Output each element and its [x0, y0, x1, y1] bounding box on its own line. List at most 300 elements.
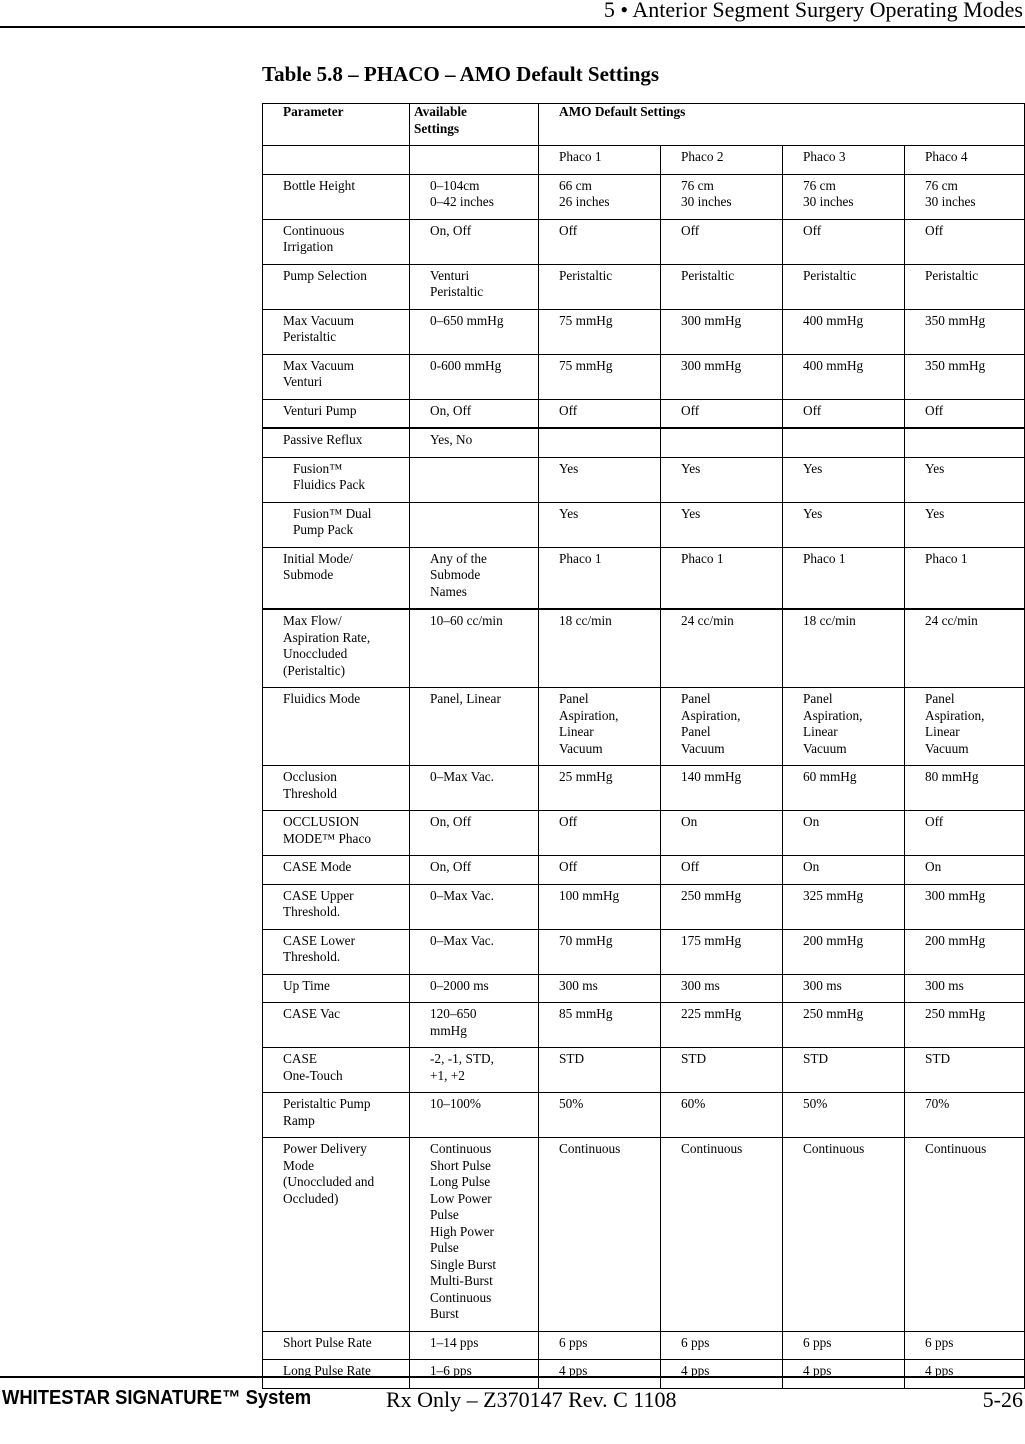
cell-text: Phaco 1	[559, 550, 602, 566]
phaco4-cell	[905, 309, 1025, 354]
parameter-cell	[263, 1003, 410, 1048]
cell-text: 300 ms	[803, 977, 842, 993]
cell-text: 30 inches	[681, 194, 732, 209]
cell-text: 0–104cm	[430, 177, 480, 193]
cell-text: 85 mmHg	[559, 1006, 613, 1021]
cell-text: 200 mmHg	[803, 932, 864, 948]
cell-text: Continuous	[681, 1141, 743, 1156]
parameter-cell	[263, 457, 410, 502]
phaco4-cell	[905, 354, 1025, 399]
cell-text: 6 pps	[803, 1334, 832, 1350]
cell-text: 0–2000 ms	[430, 977, 489, 993]
cell-text: 300 mmHg	[925, 887, 986, 903]
phaco4-cell	[905, 1331, 1025, 1360]
phaco2-cell	[661, 929, 783, 974]
cell-text: 300 mmHg	[681, 312, 742, 328]
table-row	[263, 1331, 1025, 1360]
cell-text: 6 pps	[925, 1334, 954, 1350]
cell-text: 76 cm	[681, 177, 714, 193]
cell-text: On	[803, 859, 820, 874]
cell-text: STD	[681, 1051, 707, 1066]
cell-text: 30 inches	[925, 194, 976, 209]
phaco4-cell	[905, 811, 1025, 856]
cell-text: 60 mmHg	[803, 769, 857, 784]
available-cell	[410, 856, 539, 885]
cell-text: Vacuum	[559, 740, 603, 756]
phaco3-cell	[783, 1048, 905, 1093]
phaco3-cell	[783, 766, 905, 811]
cell-text: 4 pps	[925, 1363, 954, 1378]
cell-text: Off	[925, 814, 944, 829]
table-row	[263, 609, 1025, 688]
cell-text: 140 mmHg	[681, 769, 742, 784]
table-row	[263, 766, 1025, 811]
phaco4-cell	[905, 428, 1025, 457]
cell-text: Max Flow/	[283, 613, 342, 628]
page-footer	[0, 1376, 1025, 1444]
parameter-cell	[263, 264, 410, 309]
parameter-cell	[263, 309, 410, 354]
phaco2-cell	[661, 1093, 783, 1138]
phaco2-cell	[661, 428, 783, 457]
cell-text: Aspiration Rate,	[283, 629, 371, 645]
cell-text: On	[925, 859, 942, 874]
phaco3-cell	[783, 547, 905, 609]
cell-text: Passive Reflux	[283, 432, 363, 447]
available-cell	[410, 929, 539, 974]
parameter-cell	[263, 547, 410, 609]
page-number: 5-26	[982, 1387, 1023, 1412]
available-cell	[410, 811, 539, 856]
cell-text: Yes	[803, 460, 823, 476]
available-cell	[410, 502, 539, 547]
phaco3-cell	[783, 974, 905, 1003]
cell-text: Yes	[803, 505, 823, 521]
cell-text: 60%	[681, 1096, 706, 1111]
available-cell	[410, 766, 539, 811]
cell-text: Yes	[681, 460, 701, 476]
parameter-cell	[263, 766, 410, 811]
phaco3-cell	[783, 399, 905, 428]
phaco2-cell	[661, 688, 783, 766]
cell-text: 30 inches	[803, 194, 854, 209]
cell-text: 0–42 inches	[430, 194, 494, 209]
phaco2-cell	[661, 264, 783, 309]
table-row	[263, 1048, 1025, 1093]
phaco2-cell	[661, 174, 783, 219]
phaco4-cell	[905, 974, 1025, 1003]
available-cell	[410, 1003, 539, 1048]
available-cell	[410, 399, 539, 428]
cell-text: Peristaltic	[803, 267, 857, 283]
cell-text: 300 mmHg	[681, 357, 742, 373]
cell-text: Fusion™ Dual	[293, 505, 372, 521]
available-cell	[410, 174, 539, 219]
phaco3-cell	[783, 1138, 905, 1332]
cell-text: 0–Max Vac.	[430, 887, 495, 903]
phaco1-cell	[539, 1138, 661, 1332]
page-header	[0, 0, 1025, 28]
available-cell	[410, 547, 539, 609]
cell-text: Threshold.	[283, 949, 341, 964]
table-row	[263, 884, 1025, 929]
cell-text: 100 mmHg	[559, 887, 620, 903]
available-cell	[410, 974, 539, 1003]
cell-text: Aspiration,	[559, 707, 619, 723]
cell-text: CASE	[283, 1051, 317, 1066]
cell-text: 4 pps	[681, 1363, 710, 1378]
phaco3-cell	[783, 457, 905, 502]
cell-text: Fusion™	[293, 460, 343, 476]
table-row	[263, 929, 1025, 974]
parameter-cell	[263, 1138, 410, 1332]
cell-text: 225 mmHg	[681, 1006, 742, 1021]
cell-text: 24 cc/min	[925, 613, 978, 628]
phaco4-cell	[905, 264, 1025, 309]
cell-text: Yes	[925, 505, 945, 521]
phaco2-cell	[661, 309, 783, 354]
column-header-phaco3: Phaco 3	[783, 146, 905, 175]
cell-text: Yes	[559, 460, 579, 476]
cell-text: 10–60 cc/min	[430, 613, 503, 628]
cell-text: 200 mmHg	[925, 932, 986, 948]
parameter-cell	[263, 219, 410, 264]
cell-text: Off	[559, 222, 578, 238]
phaco3-cell	[783, 502, 905, 547]
document-number: Rx Only – Z370147 Rev. C 1108	[386, 1387, 677, 1412]
cell-text: Threshold.	[283, 904, 341, 919]
available-cell	[410, 1138, 539, 1332]
phaco3-cell	[783, 1003, 905, 1048]
phaco-header-row	[263, 146, 1025, 175]
cell-text: Off	[681, 222, 700, 238]
phaco2-cell	[661, 974, 783, 1003]
product-name: WHITESTAR SIGNATURE™ System	[2, 1387, 312, 1409]
table-title: Table 5.8 – PHACO – AMO Default Settings	[262, 62, 660, 86]
available-cell	[410, 1048, 539, 1093]
available-cell	[410, 264, 539, 309]
phaco1-cell	[539, 174, 661, 219]
phaco2-cell	[661, 457, 783, 502]
cell-text: 18 cc/min	[803, 613, 856, 628]
cell-text: Names	[430, 583, 467, 599]
phaco1-cell	[539, 219, 661, 264]
available-cell	[410, 688, 539, 766]
cell-text: 75 mmHg	[559, 357, 613, 373]
cell-text: Continuous	[559, 1141, 621, 1156]
phaco1-cell	[539, 354, 661, 399]
phaco4-cell	[905, 609, 1025, 688]
table-row	[263, 174, 1025, 219]
available-cell	[410, 309, 539, 354]
cell-text: Linear	[803, 724, 838, 739]
column-header-phaco2: Phaco 2	[661, 146, 783, 175]
phaco1-cell	[539, 929, 661, 974]
cell-text: Peristaltic	[681, 267, 735, 283]
phaco1-cell	[539, 428, 661, 457]
cell-text: Panel	[681, 724, 711, 739]
cell-text: Power Delivery	[283, 1141, 367, 1156]
phaco2-cell	[661, 884, 783, 929]
cell-text: Short Pulse Rate	[283, 1334, 372, 1350]
cell-text: One-Touch	[283, 1067, 343, 1083]
phaco4-cell	[905, 1048, 1025, 1093]
phaco1-cell	[539, 502, 661, 547]
cell-text: Continuous	[430, 1289, 492, 1305]
parameter-cell	[263, 428, 410, 457]
cell-text: MODE™ Phaco	[283, 830, 372, 846]
phaco4-cell	[905, 174, 1025, 219]
cell-text: 300 ms	[681, 977, 720, 993]
parameter-cell	[263, 884, 410, 929]
cell-text: Pulse	[430, 1207, 459, 1222]
phaco2-cell	[661, 1331, 783, 1360]
cell-text: 80 mmHg	[925, 769, 979, 784]
cell-text: Peristaltic	[430, 284, 484, 299]
cell-text: Low Power	[430, 1190, 492, 1206]
cell-text: High Power	[430, 1223, 494, 1239]
table-row	[263, 1093, 1025, 1138]
available-cell	[410, 884, 539, 929]
parameter-cell	[263, 811, 410, 856]
empty-cell	[263, 146, 410, 175]
cell-text: Burst	[430, 1306, 459, 1321]
cell-text: Continuous	[430, 1141, 492, 1156]
phaco2-cell	[661, 354, 783, 399]
cell-text: CASE Upper	[283, 887, 354, 903]
cell-text: Vacuum	[925, 740, 969, 756]
cell-text: 4 pps	[559, 1363, 588, 1378]
cell-text: Pulse	[430, 1240, 459, 1255]
cell-text: Off	[803, 222, 822, 238]
cell-text: 400 mmHg	[803, 357, 864, 373]
cell-text: 70%	[925, 1096, 950, 1111]
cell-text: Phaco 1	[925, 550, 968, 566]
cell-text: CASE Vac	[283, 1006, 341, 1021]
column-header-phaco4: Phaco 4	[905, 146, 1025, 175]
cell-text: -2, -1, STD,	[430, 1051, 494, 1066]
cell-text: On, Off	[430, 222, 472, 238]
table-row	[263, 974, 1025, 1003]
cell-text: Occlusion	[283, 769, 337, 784]
cell-text: Threshold	[283, 785, 337, 801]
cell-text: STD	[559, 1051, 585, 1066]
phaco3-cell	[783, 354, 905, 399]
cell-text: On, Off	[430, 859, 472, 874]
cell-text: Panel	[925, 691, 955, 706]
cell-text: On	[681, 814, 698, 829]
table-row	[263, 856, 1025, 885]
phaco2-cell	[661, 609, 783, 688]
cell-text: 0–650 mmHg	[430, 312, 504, 328]
phaco2-cell	[661, 399, 783, 428]
available-cell	[410, 1093, 539, 1138]
cell-text: Ramp	[283, 1112, 315, 1128]
cell-text: Off	[559, 402, 578, 418]
cell-text: CASE Lower	[283, 932, 356, 948]
cell-text: OCCLUSION	[283, 814, 360, 829]
cell-text: Continuous	[925, 1141, 987, 1156]
phaco4-cell	[905, 929, 1025, 974]
cell-text: Yes	[681, 505, 701, 521]
available-cell	[410, 609, 539, 688]
cell-text: Peristaltic	[559, 267, 613, 283]
cell-text: 0–Max Vac.	[430, 932, 495, 948]
phaco1-cell	[539, 688, 661, 766]
parameter-cell	[263, 502, 410, 547]
cell-text: 6 pps	[681, 1334, 710, 1350]
phaco3-cell	[783, 264, 905, 309]
phaco3-cell	[783, 884, 905, 929]
cell-text: Fluidics Pack	[293, 477, 366, 492]
cell-text: Venturi	[283, 374, 323, 389]
cell-text: Vacuum	[681, 740, 725, 756]
phaco2-cell	[661, 1003, 783, 1048]
cell-text: Occluded)	[283, 1190, 339, 1206]
available-cell	[410, 1331, 539, 1360]
phaco4-cell	[905, 1093, 1025, 1138]
cell-text: Continuous	[283, 222, 345, 238]
phaco3-cell	[783, 428, 905, 457]
cell-text: 24 cc/min	[681, 613, 734, 628]
cell-text: Fluidics Mode	[283, 691, 361, 706]
cell-text: 50%	[559, 1096, 584, 1111]
cell-text: Aspiration,	[803, 707, 863, 723]
phaco4-cell	[905, 457, 1025, 502]
table-row	[263, 219, 1025, 264]
cell-text: Venturi Pump	[283, 402, 357, 418]
cell-text: Max Vacuum	[283, 357, 355, 373]
cell-text: Unoccluded	[283, 646, 348, 661]
cell-text: 250 mmHg	[803, 1006, 864, 1021]
phaco4-cell	[905, 884, 1025, 929]
settings-table	[262, 103, 1025, 1389]
cell-text: 350 mmHg	[925, 312, 986, 328]
phaco4-cell	[905, 399, 1025, 428]
phaco1-cell	[539, 856, 661, 885]
cell-text: 350 mmHg	[925, 357, 986, 373]
table-header-row	[263, 104, 1025, 146]
cell-text: 1–6 pps	[430, 1363, 472, 1378]
cell-text: Pump Pack	[293, 522, 354, 537]
phaco1-cell	[539, 766, 661, 811]
parameter-cell	[263, 1093, 410, 1138]
cell-text: 10–100%	[430, 1096, 481, 1111]
cell-text: 300 ms	[925, 977, 964, 993]
phaco3-cell	[783, 1331, 905, 1360]
available-cell	[410, 219, 539, 264]
cell-text: Max Vacuum	[283, 312, 355, 328]
cell-text: Yes	[559, 505, 579, 521]
phaco2-cell	[661, 856, 783, 885]
parameter-cell	[263, 609, 410, 688]
cell-text: Panel, Linear	[430, 691, 501, 706]
cell-text: 175 mmHg	[681, 932, 742, 948]
cell-text: Phaco 1	[803, 550, 846, 566]
phaco3-cell	[783, 174, 905, 219]
cell-text: STD	[925, 1051, 951, 1066]
phaco2-cell	[661, 811, 783, 856]
table-row	[263, 457, 1025, 502]
cell-text: 250 mmHg	[925, 1006, 986, 1021]
cell-text: Short Pulse	[430, 1157, 491, 1173]
phaco4-cell	[905, 1003, 1025, 1048]
cell-text: Aspiration,	[925, 707, 985, 723]
cell-text: Up Time	[283, 977, 330, 993]
phaco4-cell	[905, 1138, 1025, 1332]
cell-text: 300 ms	[559, 977, 598, 993]
phaco2-cell	[661, 219, 783, 264]
cell-text: Yes	[925, 460, 945, 476]
cell-text: 26 inches	[559, 194, 610, 209]
table-row	[263, 1003, 1025, 1048]
phaco1-cell	[539, 399, 661, 428]
column-header-parameter: Parameter	[263, 104, 410, 146]
phaco2-cell	[661, 502, 783, 547]
cell-text: Vacuum	[803, 740, 847, 756]
cell-text: Linear	[559, 724, 594, 739]
phaco4-cell	[905, 219, 1025, 264]
cell-text: Panel	[681, 691, 711, 706]
cell-text: Continuous	[803, 1141, 865, 1156]
phaco3-cell	[783, 609, 905, 688]
cell-text: 0–Max Vac.	[430, 769, 495, 784]
cell-text: Submode	[283, 567, 334, 582]
cell-text: 250 mmHg	[681, 887, 742, 903]
cell-text: Panel	[559, 691, 589, 706]
cell-text: Single Burst	[430, 1256, 497, 1272]
cell-text: On, Off	[430, 402, 472, 418]
cell-text: On, Off	[430, 814, 472, 829]
cell-text: Mode	[283, 1157, 315, 1173]
cell-text: Pump Selection	[283, 267, 367, 283]
cell-text: Long Pulse Rate	[283, 1363, 371, 1378]
parameter-cell	[263, 688, 410, 766]
cell-text: 50%	[803, 1096, 828, 1111]
cell-text: Linear	[925, 724, 960, 739]
column-header-available: Available Settings	[410, 104, 539, 146]
available-cell	[410, 428, 539, 457]
cell-text: Bottle Height	[283, 177, 356, 193]
cell-text: Yes, No	[430, 432, 473, 447]
parameter-cell	[263, 929, 410, 974]
empty-cell	[410, 146, 539, 175]
cell-text: CASE Mode	[283, 859, 352, 874]
cell-text: 76 cm	[803, 177, 836, 193]
phaco4-cell	[905, 766, 1025, 811]
phaco3-cell	[783, 688, 905, 766]
parameter-cell	[263, 856, 410, 885]
phaco4-cell	[905, 547, 1025, 609]
phaco3-cell	[783, 929, 905, 974]
cell-text: Off	[559, 814, 578, 829]
cell-text: Peristaltic Pump	[283, 1096, 371, 1111]
table-row	[263, 399, 1025, 428]
parameter-cell	[263, 399, 410, 428]
parameter-cell	[263, 174, 410, 219]
table-row	[263, 811, 1025, 856]
table-row	[263, 264, 1025, 309]
parameter-cell	[263, 1048, 410, 1093]
parameter-cell	[263, 354, 410, 399]
cell-text: 6 pps	[559, 1334, 588, 1350]
cell-text: mmHg	[430, 1022, 467, 1038]
cell-text: Initial Mode/	[283, 550, 353, 566]
cell-text: Off	[681, 402, 700, 418]
phaco4-cell	[905, 856, 1025, 885]
cell-text: Phaco 1	[681, 550, 724, 566]
cell-text: Long Pulse	[430, 1174, 491, 1189]
